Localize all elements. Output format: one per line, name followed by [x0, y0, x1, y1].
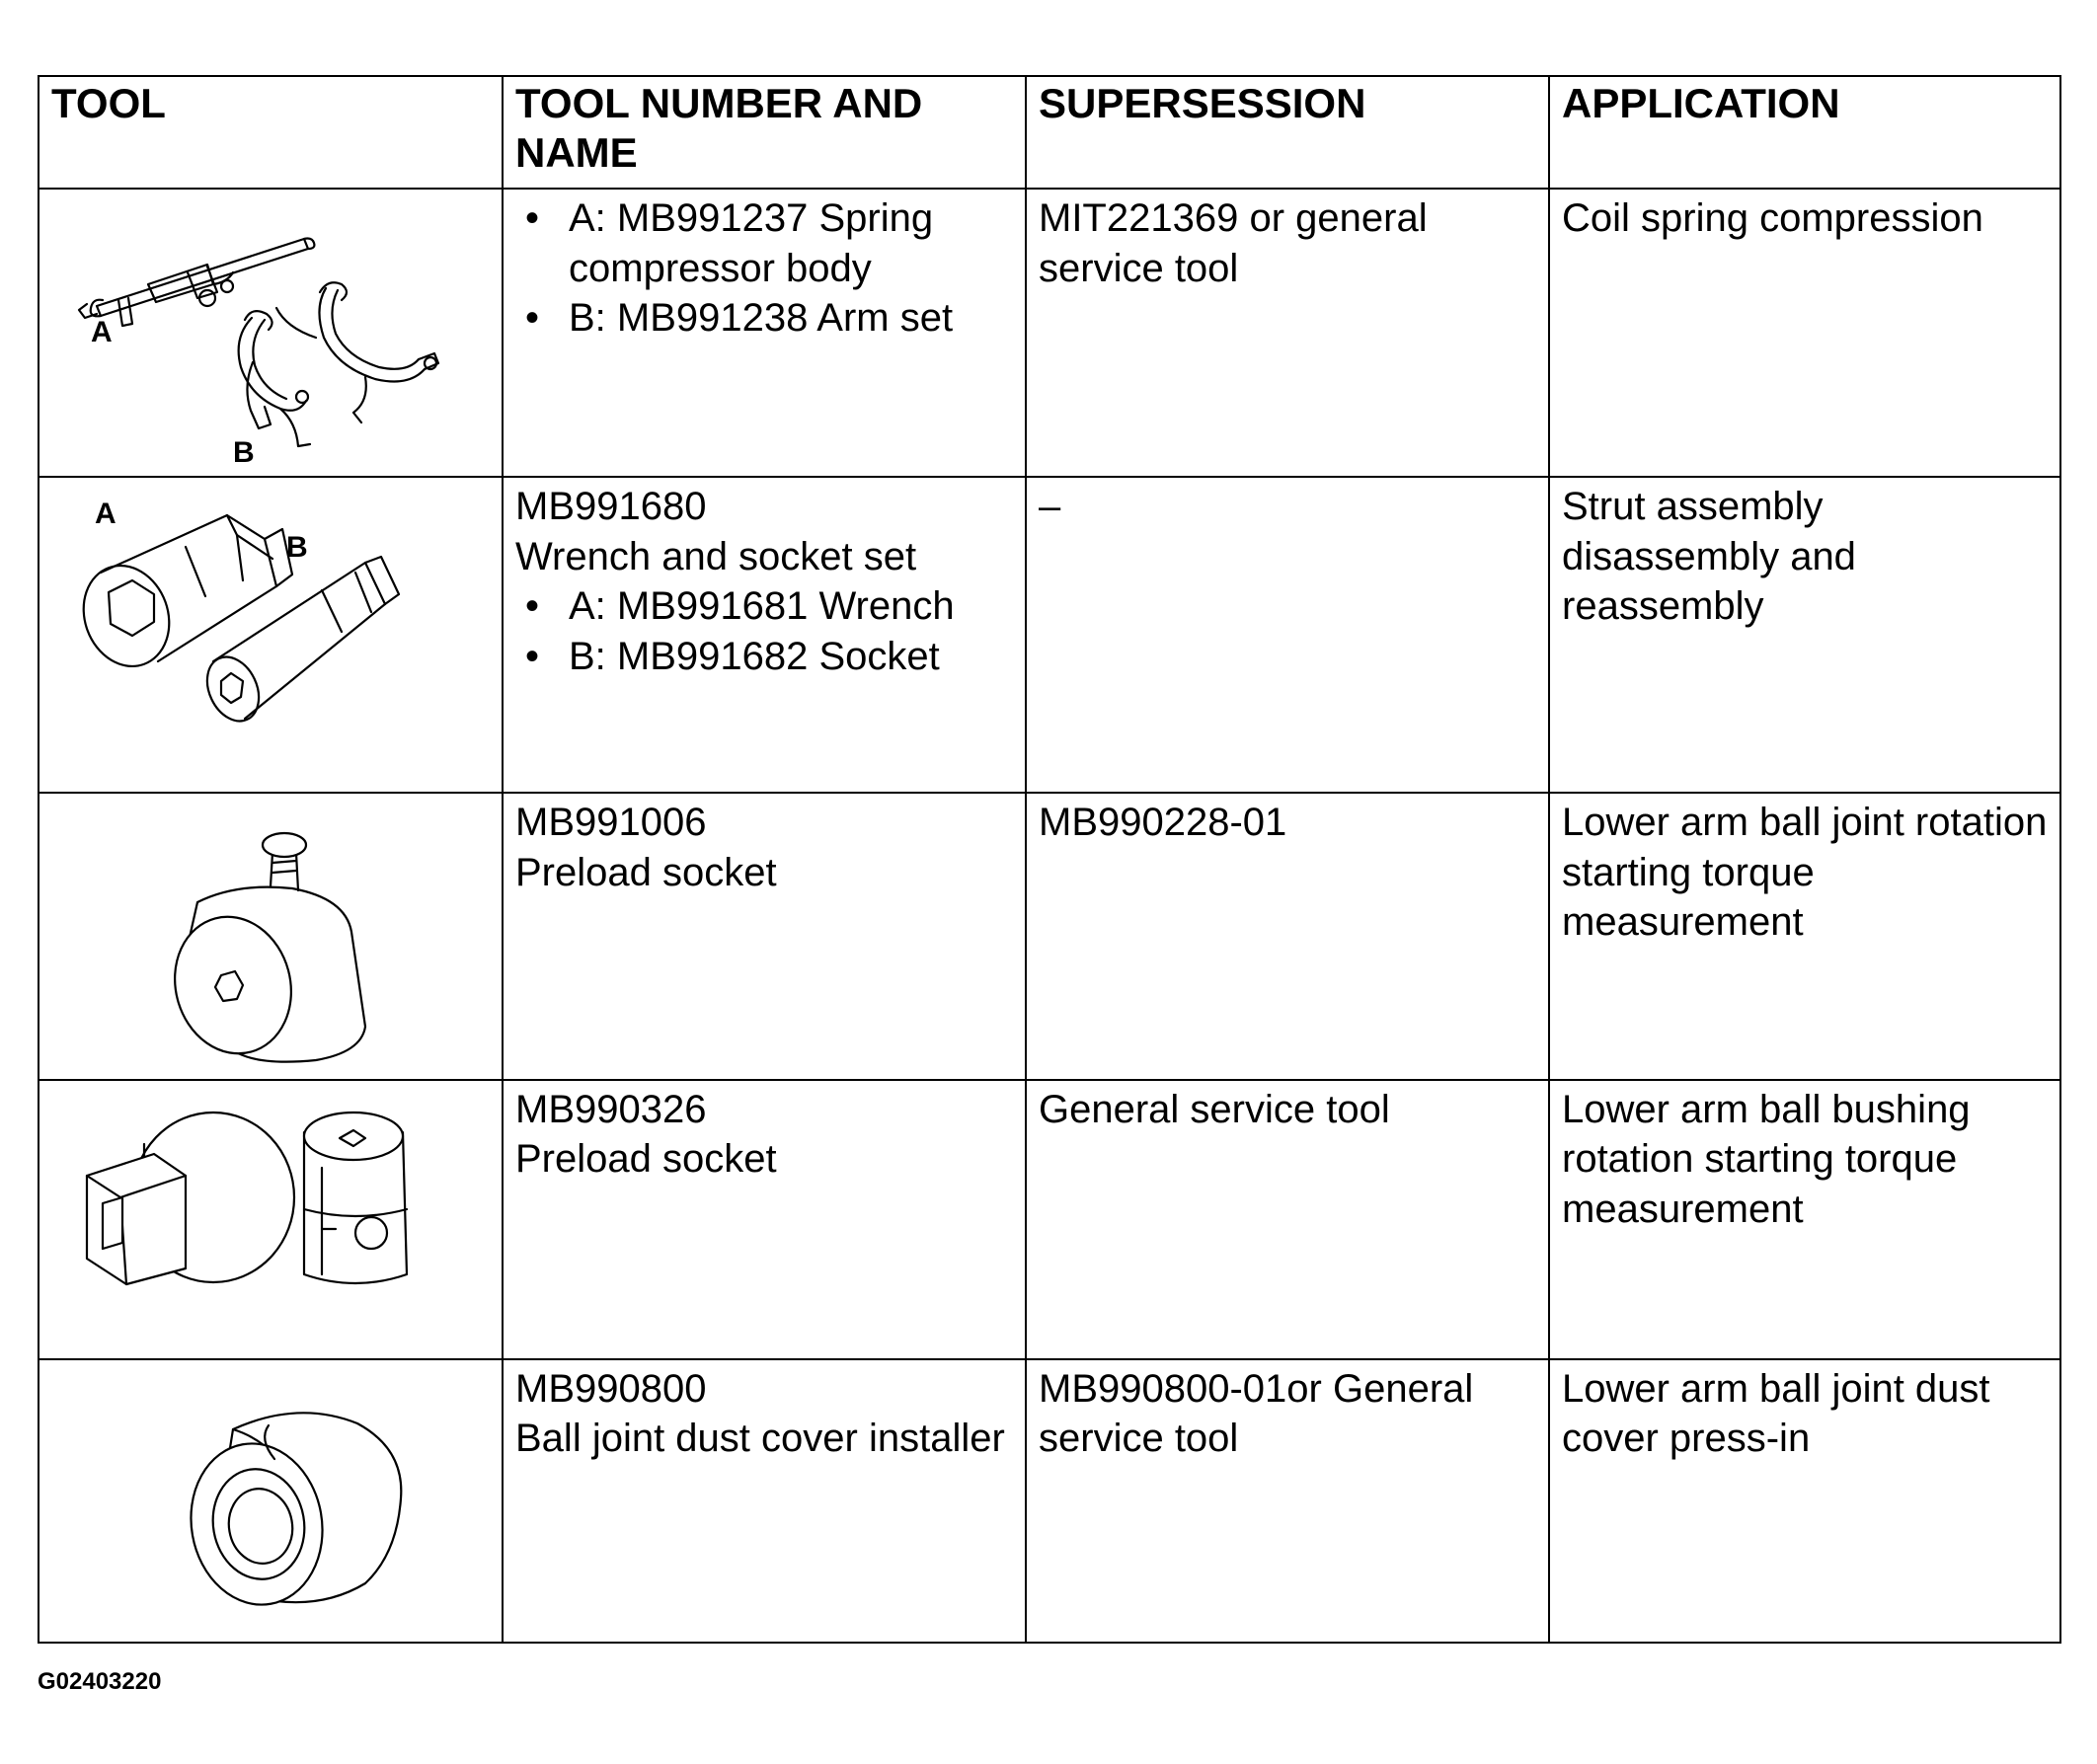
- preload-socket-pair-illustration: [39, 1081, 500, 1358]
- tool-number-cell: [503, 477, 1026, 793]
- table-row: [39, 189, 2060, 477]
- supersession-cell: –: [1026, 477, 1549, 793]
- tool-number: MB990326: [515, 1087, 707, 1131]
- header-tool-number-and-name: TOOL NUMBER AND NAME: [503, 76, 1026, 189]
- tool-label-a: A: [91, 316, 113, 349]
- header-application: APPLICATION: [1549, 76, 2060, 189]
- application-cell: Lower arm ball joint dust cover press-in: [1549, 1359, 2060, 1643]
- tool-part-list: [515, 581, 1013, 681]
- table-header-row: [39, 76, 2060, 189]
- tool-number-cell: [503, 1359, 1026, 1643]
- tool-image-cell: [39, 189, 503, 477]
- tool-number: MB991680: [515, 485, 707, 529]
- supersession-cell: MIT221369 or general service tool: [1026, 189, 1549, 477]
- application-cell: Coil spring compression: [1549, 189, 2060, 477]
- supersession-cell: MB990800-01or General service tool: [1026, 1359, 1549, 1643]
- supersession-cell: MB990228-01: [1026, 793, 1549, 1079]
- preload-socket-illustration: [39, 794, 500, 1078]
- header-tool: TOOL: [39, 76, 503, 189]
- tool-image-cell: [39, 1080, 503, 1359]
- figure-code: G02403220: [38, 1668, 162, 1695]
- list-item: • A: MB991681 Wrench: [515, 581, 1013, 632]
- list-item: • B: MB991682 Socket: [515, 632, 1013, 682]
- tool-name: Preload socket: [515, 1137, 777, 1182]
- tool-label-a: A: [95, 498, 116, 531]
- tool-name: Wrench and socket set: [515, 534, 917, 578]
- tool-image-cell: [39, 1359, 503, 1643]
- tool-name: Preload socket: [515, 850, 777, 894]
- application-cell: Strut assembly disassembly and reassembly: [1549, 477, 2060, 793]
- wrench-socket-set-illustration: [39, 478, 500, 792]
- header-supersession: SUPERSESSION: [1026, 76, 1549, 189]
- tool-part-list: [515, 193, 1013, 344]
- supersession-cell: General service tool: [1026, 1080, 1549, 1359]
- tool-image-cell: [39, 793, 503, 1079]
- tool-name: Ball joint dust cover installer: [515, 1417, 1005, 1461]
- table-row: [39, 793, 2060, 1079]
- table-row: [39, 1359, 2060, 1643]
- tool-image-cell: [39, 477, 503, 793]
- tool-number: MB991006: [515, 801, 707, 845]
- dust-cover-installer-illustration: [39, 1360, 500, 1642]
- list-item: • B: MB991238 Arm set: [515, 293, 1013, 344]
- tool-number-cell: [503, 1080, 1026, 1359]
- table-row: [39, 1080, 2060, 1359]
- tool-label-b: B: [233, 436, 255, 470]
- application-cell: Lower arm ball joint rotation starting torque measurement: [1549, 793, 2060, 1079]
- tool-number-cell: [503, 189, 1026, 477]
- spring-compressor-illustration: [39, 190, 500, 476]
- application-cell: Lower arm ball bushing rotation starting torque measurement: [1549, 1080, 2060, 1359]
- list-item: • A: MB991237 Spring compressor body: [515, 193, 1013, 293]
- tool-number-cell: [503, 793, 1026, 1079]
- tool-number: MB990800: [515, 1366, 707, 1411]
- special-tools-table: [38, 75, 2061, 1644]
- table-row: [39, 477, 2060, 793]
- tool-label-b: B: [286, 531, 308, 565]
